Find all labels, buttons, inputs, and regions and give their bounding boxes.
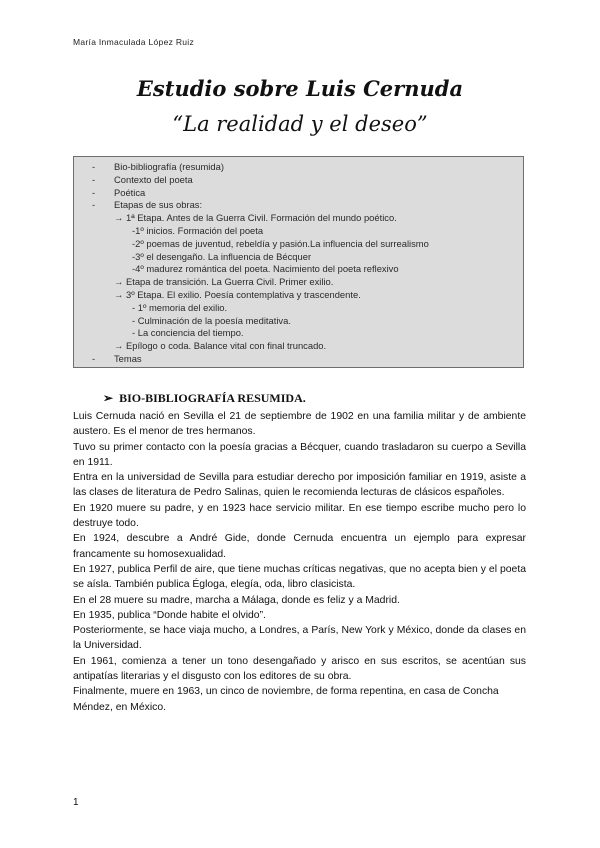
paragraph: Entra en la universidad de Sevilla para estudiar derecho por imposición familiar en 1919, asiste a las clases de literatura de Pedro Salinas, quien le recomienda lecturas de clásicos españoles. [73,472,526,499]
toc-subitem [74,340,523,353]
toc-bullet: - [92,173,96,185]
toc-item [74,199,523,212]
section-heading-text: BIO-BIBLIOGRAFÍA RESUMIDA. [119,391,306,405]
toc-item-text: → Etapa de transición. La Guerra Civil. Primer exilio. [114,276,334,288]
section-heading [103,391,306,406]
toc-item-text: → 1ª Etapa. Antes de la Guerra Civil. Formación del mundo poético. [114,212,397,224]
toc-bullet: - [92,199,96,211]
paragraph: En 1935, publica “Donde habite el olvido”. [73,609,266,621]
toc-subitem [74,212,523,225]
toc-item [74,161,523,174]
toc-item [74,353,523,366]
table-of-contents [73,156,524,368]
toc-item-text: Etapas de sus obras: [114,199,203,211]
arrow-bullet-icon: ➢ [103,391,114,405]
paragraph: En el 28 muere su madre, marcha a Málaga, donde es feliz y a Madrid. [73,594,400,606]
toc-subitem [74,315,523,328]
toc-item-text: -4º madurez romántica del poeta. Nacimiento del poeta reflexivo [132,263,399,275]
paragraph: En 1920 muere su padre, y en 1923 hace servicio militar. En ese tiempo escribe mucho pero lo destruye todo. [73,502,526,530]
paragraph: Posteriormente, se hace viaja mucho, a Londres, a París, New York y México, donde da clases en la Universidad. [73,625,526,652]
toc-item-text: → 3º Etapa. El exilio. Poesía contemplativa y trascendente. [114,289,361,300]
page-number: 1 [73,797,79,808]
toc-bullet: - [92,161,96,172]
paragraph: En 1961, comienza a tener un tono desengañado y arisco en sus escritos, se acentúan sus antipatías literarias y el disgusto con los editores de su obra. [73,655,526,683]
paragraph: En 1927, publica Perfil de aire, que tiene muchas críticas negativas, que no acepta bien y el poeta se aísla. También publica Égloga, elegía, oda, libro clasicista. [73,563,526,591]
document-title: Estudio sobre Luis Cernuda [136,76,464,101]
toc-item-text: - La conciencia del tiempo. [132,327,244,339]
toc-subitem [74,238,523,251]
toc-subitem [74,251,523,264]
toc-item-text: - 1º memoria del exilio. [132,301,228,313]
toc-item-text: -3º el desengaño. La influencia de Bécquer [132,250,312,262]
toc-subitem [74,225,523,238]
toc-subitem [74,289,523,302]
paragraph: Finalmente, muere en 1963, un cinco de noviembre, de forma repentina, en casa de Concha Méndez, en México. [73,686,499,713]
toc-item-text: Contexto del poeta [114,173,193,185]
toc-subitem [74,302,523,315]
toc-subitem [74,276,523,289]
toc-item [74,174,523,187]
toc-bullet: - [92,353,96,364]
toc-item-text: - Culminación de la poesía meditativa. [132,314,291,326]
toc-item-text: → Epílogo o coda. Balance vital con final truncado. [114,340,327,352]
author-name: María Inmaculada López Ruiz [73,37,195,47]
toc-subitem [74,263,523,276]
toc-item [74,187,523,200]
toc-bullet: - [92,186,96,198]
paragraph: Tuvo su primer contacto con la poesía gracias a Bécquer, cuando trasladaron su cuerpo a Sevilla en 1911. [73,441,526,468]
toc-item-text: Poética [114,186,146,198]
paragraph: En 1924, descubre a André Gide, donde Cernuda encuentra un ejemplo para expresar francamente su homosexualidad. [73,533,526,560]
section-body [73,409,526,715]
toc-item-text: Temas [114,353,142,364]
toc-item-text: -1º inicios. Formación del poeta [132,225,264,236]
toc-subitem [74,327,523,340]
toc-item-text: Bio-bibliografía (resumida) [114,161,224,172]
paragraph: Luis Cernuda nació en Sevilla el 21 de septiembre de 1902 en una familia militar y de ambiente austero. Es el menor de tres hermanos. [73,411,526,438]
toc-item-text: -2º poemas de juventud, rebeldía y pasión.La influencia del surrealismo [132,237,429,249]
document-subtitle: “La realidad y el deseo” [172,112,428,136]
